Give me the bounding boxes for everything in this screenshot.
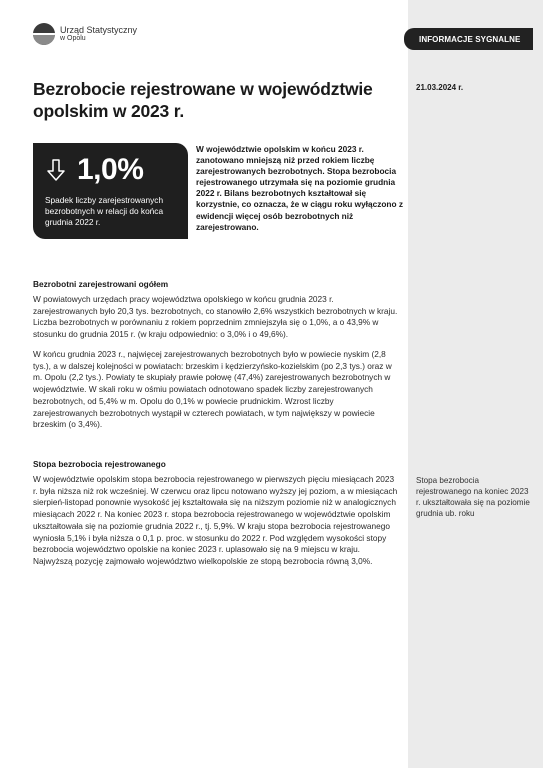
- section-title-registered-unemployed: Bezrobotni zarejestrowani ogółem: [33, 279, 169, 289]
- logo-line2: w Opolu: [60, 35, 86, 43]
- arrow-down-icon: [47, 159, 65, 181]
- kpi-value: 1,0%: [77, 153, 144, 186]
- lead-paragraph: W województwie opolskim w końcu 2023 r. zanotowano mniejszą niż przed rokiem liczbę zarejestrowanych bezrobotnych. Stopa bezrobocia rejestrowanego utrzymała się na poziomie grudnia 2022 r. Bilans bezrobotnych kształtował się korzystnie, co oznacza, że w ciągu roku wyłączono z ewidencji więcej osób bezrobotnych niż zarejestrowano.: [196, 144, 404, 232]
- publication-date: 21.03.2024 r.: [416, 83, 464, 92]
- sidebar-panel: [408, 0, 543, 768]
- publication-type-badge: INFORMACJE SYGNALNE: [404, 28, 533, 50]
- logo-text: [60, 26, 137, 43]
- logo-mark-icon: [33, 23, 55, 45]
- kpi-description: Spadek liczby zarejestrowanych bezrobotnych w relacji do końca grudnia 2022 r.: [45, 195, 164, 227]
- page-title: Bezrobocie rejestrowane w województwie opolskim w 2023 r.: [33, 79, 373, 121]
- logo: [33, 23, 137, 45]
- kpi-box: [33, 143, 188, 239]
- section-paragraph: W województwie opolskim stopa bezrobocia rejestrowanego w pierwszych pięciu miesiącach 2023 r. była niższa niż rok wcześniej. W czerwcu oraz lipcu notowano wyższy jej poziom, a w miesiącach sierpień-listopad ponownie wysokość jej kształtowała się na niższym poziomie niż w analogicznych miesiącach 2022 r. Na koniec 2023 r. stopa bezrobocia rejestrowanego w województwie opolskim ukształtowała się na poziomie grudnia 2022 r., tj. 5,9%. W kraju stopa bezrobocia rejestrowanego wyniosła 5,1% i była niższa o 0,1 p. proc. w stosunku do 2022 r. Pod względem wysokości stopy bezrobocia województwo opolskie na koniec 2023 r. uplasowało się na 9 miejscu w kraju. Najwyższą pozycję zajmowało województwo wielkopolskie ze stopą bezrobocia równą 3,0%.: [33, 474, 398, 566]
- side-note: Stopa bezrobocia rejestrowanego na koniec 2023 r. ukształtowała się na poziomie grudnia ub. roku: [416, 476, 530, 519]
- section-paragraph: W powiatowych urzędach pracy województwa opolskiego w końcu grudnia 2023 r. zarejestrowanych było 20,3 tys. bezrobotnych, co stanowiło 2,6% wszystkich bezrobotnych w kraju. Liczba bezrobotnych w porównaniu z rokiem poprzednim zmniejszyła się o 1,0%, a o 43,9% w stosunku do grudnia 2015 r. (w kraju odpowiednio: o 3,0% i o 49,6%).: [33, 294, 398, 340]
- logo-line1: Urząd Statystyczny: [60, 24, 138, 35]
- section-paragraph: W końcu grudnia 2023 r., najwięcej zarejestrowanych bezrobotnych było w powiecie nyskim (2,8 tys.), a w dalszej kolejności w powiatach: brzeskim i kędzierzyńsko-kozielskim (po 2,3 tys.) oraz w m. Opolu (2,2 tys.). Powiaty te skupiały prawie połowę (47,4%) zarejestrowanych bezrobotnych w województwie. W skali roku w ośmiu powiatach odnotowano spadek liczby zarejestrowanych bezrobotnych, od 5,4% w m. Opolu do 0,1% w powiecie prudnickim. Wzrost liczby zarejestrowanych bezrobotnych wystąpił w czterech powiatach, w tym największy w powiecie brzeskim (o 3,4%).: [33, 349, 392, 430]
- section-title-unemployment-rate: Stopa bezrobocia rejestrowanego: [33, 459, 166, 469]
